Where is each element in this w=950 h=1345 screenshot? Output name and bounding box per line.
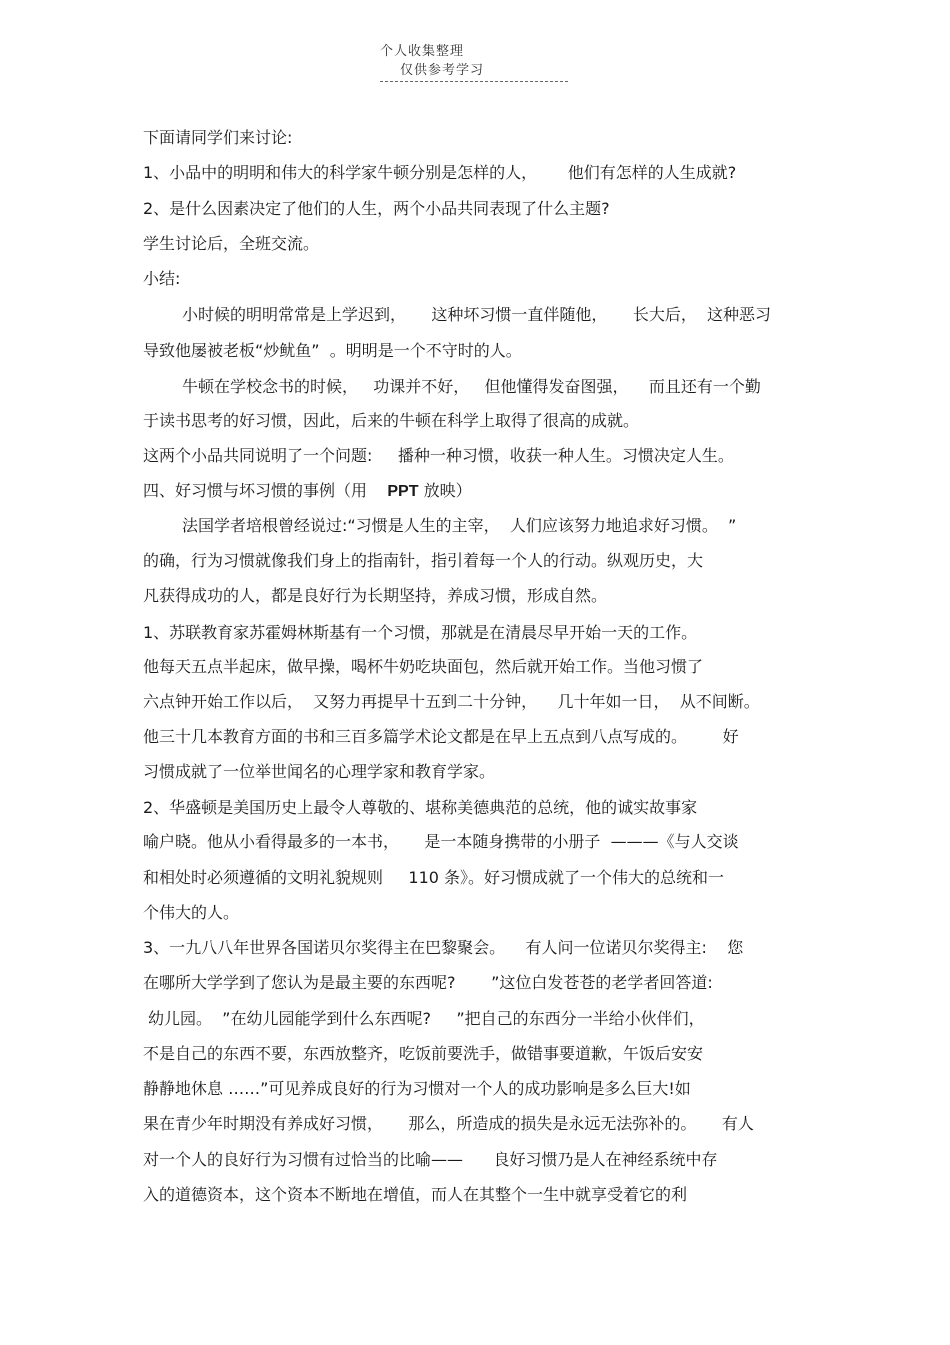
paragraph-line: 对一个人的良好行为习惯有过恰当的比喻—— 良好习惯乃是人在神经系统中存: [143, 1150, 718, 1169]
paragraph-line: 六点钟开始工作以后， 又努力再提早十五到二十分钟， 几十年如一日， 从不间断。: [143, 692, 760, 711]
paragraph-line: 不是自己的东西不要，东西放整齐，吃饭前要洗手，做错事要道歉，午饭后安安: [143, 1044, 704, 1063]
paragraph-line: 静静地休息 ……”可见养成良好的行为习惯对一个人的成功影响是多么巨大!如: [143, 1079, 691, 1098]
header-right: 仅供参考学习: [400, 63, 485, 78]
paragraph-line: 习惯成就了一位举世闻名的心理学家和教育学家。: [143, 762, 496, 781]
paragraph-line: 1、苏联教育家苏霍姆林斯基有一个习惯，那就是在清晨尽早开始一天的工作。: [143, 623, 698, 642]
paragraph-line: 学生讨论后，全班交流。: [143, 234, 320, 253]
paragraph-line: 于读书思考的好习惯，因此，后来的牛顿在科学上取得了很高的成就。: [143, 411, 640, 430]
paragraph-line: 法国学者培根曾经说过:“习惯是人生的主宰， 人们应该努力地追求好习惯。 ”: [182, 516, 737, 535]
paragraph-line: 入的道德资本，这个资本不断地在增值，而人在其整个一生中就享受着它的利: [143, 1185, 688, 1204]
paragraph-line: 凡获得成功的人，都是良好行为长期坚持，养成习惯，形成自然。: [143, 586, 608, 605]
paragraph-line: 1、小品中的明明和伟大的科学家牛顿分别是怎样的人， 他们有怎样的人生成就?: [143, 163, 737, 182]
heading-prefix: 四、好习惯与坏习惯的事例（用: [143, 481, 368, 500]
paragraph-line: 下面请同学们来讨论:: [143, 128, 293, 147]
section-heading: [143, 480, 472, 503]
paragraph-line: 小结:: [143, 269, 181, 288]
paragraph-line: 他三十几本教育方面的书和三百多篇学术论文都是在早上五点到八点写成的。 好: [143, 727, 739, 746]
paragraph-line: 小时候的明明常常是上学迟到， 这种坏习惯一直伴随他， 长大后， 这种恶习: [182, 305, 772, 324]
paragraph-line: 个伟大的人。: [143, 903, 240, 922]
paragraph-line: 他每天五点半起床，做早操，喝杯牛奶吃块面包，然后就开始工作。当他习惯了: [143, 657, 704, 676]
paragraph-line: 和相处时必须遵循的文明礼貌规则 110 条》。好习惯成就了一个伟大的总统和一: [143, 868, 725, 887]
paragraph-line: 喻户晓。他从小看得最多的一本书， 是一本随身携带的小册子 ———《与人交谈: [143, 832, 739, 851]
paragraph-line: 在哪所大学学到了您认为是最主要的东西呢? ”这位白发苍苍的老学者回答道:: [143, 973, 713, 992]
paragraph-line: 这两个小品共同说明了一个问题: 播种一种习惯，收获一种人生。习惯决定人生。: [143, 446, 734, 465]
header-left: 个人收集整理: [380, 44, 465, 59]
paragraph-line: 的确，行为习惯就像我们身上的指南针，指引着每一个人的行动。纵观历史，大: [143, 551, 704, 570]
paragraph-line: 果在青少年时期没有养成好习惯， 那么，所造成的损失是永远无法弥补的。 有人: [143, 1114, 754, 1133]
heading-ppt: PPT: [387, 483, 419, 500]
paragraph-line: 牛顿在学校念书的时候， 功课并不好， 但他懂得发奋图强， 而且还有一个勤: [182, 377, 761, 396]
paragraph-line: 2、华盛顿是美国历史上最令人尊敬的、堪称美德典范的总统，他的诚实故事家: [143, 798, 698, 817]
paragraph-line: 3、一九八八年世界各国诺贝尔奖得主在巴黎聚会。 有人问一位诺贝尔奖得主: 您: [143, 938, 744, 957]
heading-suffix: 放映）: [423, 481, 472, 500]
paragraph-line: 导致他屡被老板“炒鱿鱼” 。明明是一个不守时的人。: [143, 341, 522, 360]
paragraph-line: 幼儿园。 ”在幼儿园能学到什么东西呢? ”把自己的东西分一半给小伙伴们，: [148, 1009, 705, 1028]
paragraph-line: 2、是什么因素决定了他们的人生，两个小品共同表现了什么主题?: [143, 199, 610, 218]
